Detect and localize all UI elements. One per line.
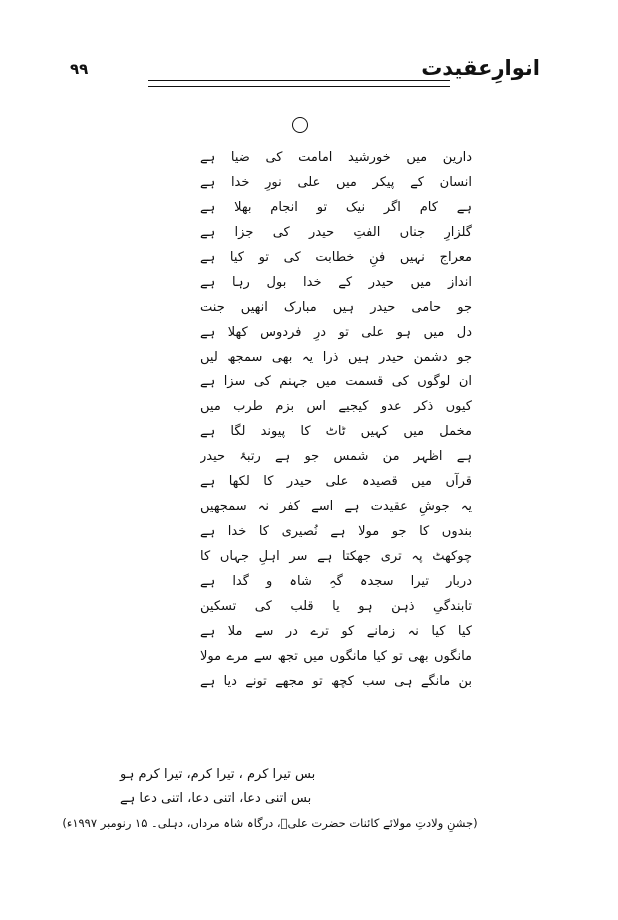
verse-line: مانگوں بھی تو کیا مانگوں میں تجھ سے مرے مولا [200,648,472,664]
verse-line: قرآں میں قصیدہ علی حیدر کا لکھا ہے [200,474,472,490]
verse-line: کیوں ذکر عدو کیجیے اس بزم طرب میں [200,399,472,415]
verse-line: انداز میں حیدر کے خدا بول رہا ہے [200,274,472,290]
verse-line: بندوں کا جو مولا ہے نُصیری کا خدا ہے [200,524,472,540]
verse-line: معراج نہیں فنِ خطابت کی تو کیا ہے [200,249,472,265]
verse-line: تابندگیِ ذہن ہو یا قلب کی تسکین [200,598,472,614]
verse-line: گلزارِ جناں الفتِ حیدر کی جزا ہے [200,224,472,240]
header-rule-top [148,80,450,81]
poem-body [200,146,472,695]
header-rule-bottom [148,86,450,87]
circle-ornament-icon [292,117,308,133]
verse-line: کیا کیا نہ زمانے کو ترے در سے ملا ہے [200,623,472,639]
page-header [0,0,618,110]
page-number: ۹۹ [70,60,89,78]
running-title: انوارِعقیدت [421,56,540,80]
verse-line: بن مانگے ہی سب کچھ تو مجھے تونے دیا ہے [200,673,472,689]
verse-line: جو حامی حیدر ہیں مبارک انھیں جنت [200,299,472,315]
verse-line: ان لوگوں کی قسمت میں جہنم کی سزا ہے [200,374,472,390]
verse-line: دل میں ہو علی تو درِ فردوس کھلا ہے [200,324,472,340]
verse-line: ہے اظہر من شمس جو ہے رتبۂ حیدر [200,449,472,465]
verse-line: انسان کے پیکر میں علی نورِ خدا ہے [200,174,472,190]
verse-line: دربار تیرا سجدہ گہِ شاہ و گدا ہے [200,573,472,589]
verse-line: جو دشمن حیدر ہیں ذرا یہ بھی سمجھ لیں [200,349,472,365]
verse-line: مخمل میں کہیں ٹاٹ کا پیوند لگا ہے [200,424,472,440]
refrain-line: بس تیرا کرم ، تیرا کرم، تیرا کرم ہو [120,767,316,782]
verse-line: یہ جوشِ عقیدت ہے اسے کفر نہ سمجھیں [200,499,472,515]
verse-line: چوکھٹ پہ تری جھکتا ہے سر اہلِ جہاں کا [200,549,472,564]
refrain-line: بس اتنی دعا، اتنی دعا، اتنی دعا ہے [120,791,312,806]
verse-line: دارین میں خورشید امامت کی ضیا ہے [200,150,472,165]
verse-line: ہے کام اگر نیک تو انجام بھلا ہے [200,199,472,215]
colophon: (جشنِ ولادتِ مولائے کائنات حضرت علیؑ، درگاہ شاہ مرداں، دہلی۔ ۱۵ رنومبر ۱۹۹۷ء) [62,816,478,830]
refrain-block [120,763,360,811]
